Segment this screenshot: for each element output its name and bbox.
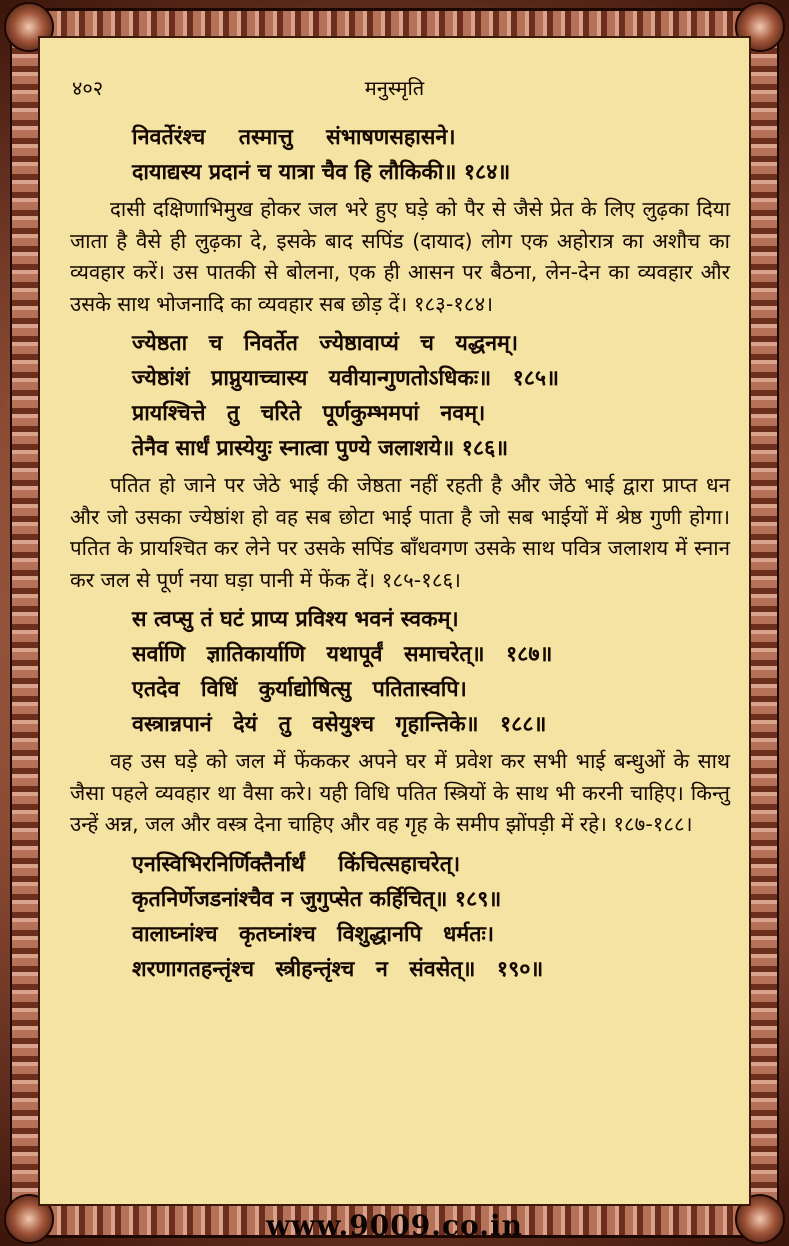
website-url: www.9009.co.in [266,1209,523,1242]
verse-line: एतदेव विधिं कुर्याद्योषित्सु पतितास्वपि। [132,677,467,702]
running-title: मनुस्मृति [364,76,425,100]
verse-line: ज्येष्ठता च निवर्तेत ज्येष्ठावाप्यं च यद्धनम्। [132,331,519,356]
translation-paragraph: वह उस घड़े को जल में फेंककर अपने घर में प्रवेश कर सभी भाई बन्धुओं के साथ जैसा पहले व्यवहार था वैसा करे। यही विधि पतित स्त्रियों के साथ भी करनी चाहिए। किन्तु उन्हें अन्न, जल और वस्त्र देना चाहिए और वह गृह के समीप झोंपड़ी में रहे। १८७-१८८। [70,749,730,836]
verse-block-185-186 [132,326,730,466]
verse-line: वस्त्रान्नपानं देयं तु वसेयुश्च गृहान्तिके॥ १८८॥ [132,712,547,737]
verse-line: एनस्विभिरनिर्णिक्तैर्नार्थं किंचित्सहाचरेत्। [132,851,461,877]
verse-line: सर्वाणि ज्ञातिकार्याणि यथापूर्वं समाचरेत्॥ १८७॥ [132,642,553,667]
verse-line: शरणागतहन्तृंश्च स्त्रीहन्तृंश्च न संवसेत्॥ १९०॥ [132,956,544,982]
verse-block-187-188 [132,602,730,742]
verse-block-189-190 [132,847,730,987]
page-number: ४०२ [72,76,104,100]
verse-line: निवर्तेरंश्च तस्मात्तु संभाषणसहासने। [132,125,456,150]
book-page [38,36,751,1206]
verse-line: ज्येष्ठांशं प्राप्नुयाच्चास्य यवीयान्गुणतोऽधिकः॥ १८५॥ [132,366,559,391]
verse-line: स त्वप्सु तं घटं प्राप्य प्रविश्य भवनं स्वकम्। [132,607,459,632]
translation-paragraph: दासी दक्षिणाभिमुख होकर जल भरे हुए घड़े को पैर से जैसे प्रेत के लिए लुढ़का दिया जाता है वैसे ही लुढ़का दे, इसके बाद सपिंड (दायाद) लोग एक अहोरात्र का अशौच का व्यवहार करें। उस पातकी से बोलना, एक ही आसन पर बैठना, लेन-देन का व्यवहार और उसके साथ भोजनादि का व्यवहार सब छोड़ दें। १८३-१८४। [70,197,730,316]
verse-line: वालाघ्नांश्च कृतघ्नांश्च विशुद्धानपि धर्मतः। [132,921,494,947]
page-content [70,120,730,987]
verse-block-184 [132,120,730,190]
verse-line: प्रायश्चित्ते तु चरिते पूर्णकुम्भमपां नवम्। [132,401,486,426]
verse-line: दायाद्यस्य प्रदानं च यात्रा चैव हि लौकिकी॥ १८४॥ [132,160,511,185]
verse-line: तेनैव सार्धं प्रास्येयुः स्नात्वा पुण्ये जलाशये॥ १८६॥ [132,436,509,461]
verse-line: कृतनिर्णेजडनांश्चैव न जुगुप्सेत कर्हिचित्॥ १८९॥ [132,886,502,912]
translation-paragraph: पतित हो जाने पर जेठे भाई की जेष्ठता नहीं रहती है और जेठे भाई द्वारा प्राप्त धन और जो उसका ज्येष्ठांश हो वह सब छोटा भाई पाता है जो सब भाईयों में श्रेष्ठ गुणी होगा। पतित के प्रायश्चित कर लेने पर उसके सपिंड बाँधवगण उसके साथ पवित्र जलाशय में स्नान कर जल से पूर्ण नया घड़ा पानी में फेंक दें। १८५-१८६। [70,473,730,592]
